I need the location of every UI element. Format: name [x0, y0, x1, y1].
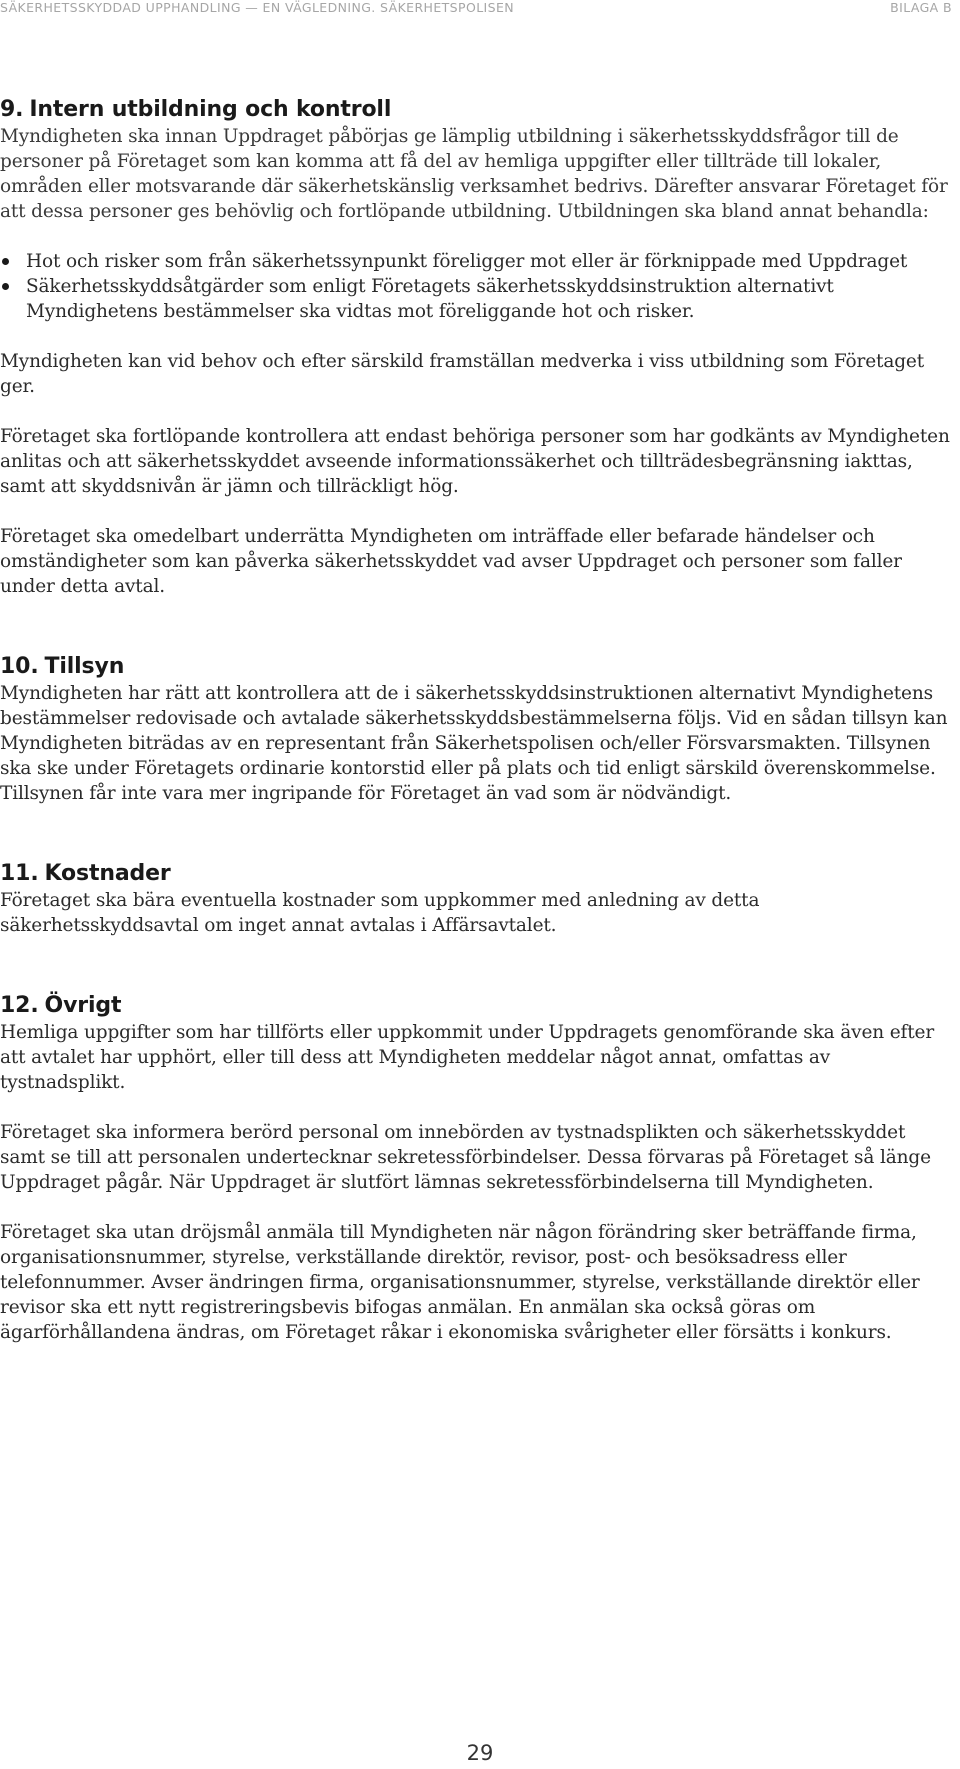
- page-number: 29: [466, 1741, 494, 1765]
- paragraph: Myndigheten kan vid behov och efter särskild framställan medverka i viss utbildning som Företaget ger.: [0, 351, 924, 397]
- paragraph: Företaget ska fortlöpande kontrollera att endast behöriga personer som har godkänts av Myndigheten anlitas och att säkerhetsskyddet avseende informationssäkerhet och tillträdesbegränsning iakttas, samt att skyddsnivån är jämn och tillräckligt hög.: [0, 426, 950, 497]
- section-number: 9.: [0, 97, 24, 122]
- paragraph: Hemliga uppgifter som har tillförts eller uppkommit under Uppdragets genomförande ska även efter att avtalet har upphört, eller till dess att Myndigheten meddelar något annat, omfattas av tystnadsplikt.: [0, 1022, 935, 1093]
- section-number: 11.: [0, 861, 39, 886]
- section-10: [0, 653, 955, 806]
- paragraph: Myndigheten ska innan Uppdraget påbörjas ge lämplig utbildning i säkerhetsskyddsfrågor till de personer på Företaget som kan komma att få del av hemliga uppgifter eller tillträde till lokaler, områden eller motsvarande där säkerhetskänslig verksamhet bedrivs. Därefter ansvarar Företaget för att dessa personer ges behövlig och fortlöpande utbildning. Utbildningen ska bland annat behandla:: [0, 126, 948, 222]
- bullet-list: [0, 249, 955, 324]
- paragraph: Företaget ska informera berörd personal om innebörden av tystnadsplikten och säkerhetsskyddet samt se till att personalen undertecknar sekretessförbindelser. Dessa förvaras på Företaget så länge Uppdraget pågår. När Uppdraget är slutfört lämnas sekretessförbindelserna till Myndigheten.: [0, 1122, 931, 1193]
- section-heading: [0, 992, 955, 1020]
- section-heading: [0, 96, 955, 124]
- list-item-text: Säkerhetsskyddsåtgärder som enligt Företagets säkerhetsskyddsinstruktion alternativt Myndighetens bestämmelser ska vidtas mot föreliggande hot och risker.: [26, 276, 834, 322]
- list-item: [0, 249, 955, 274]
- section-number: 12.: [0, 993, 39, 1018]
- section-title: Intern utbildning och kontroll: [29, 97, 392, 122]
- section-9: [0, 96, 955, 599]
- list-item-text: Hot och risker som från säkerhetssynpunkt föreligger mot eller är förknippade med Uppdraget: [26, 251, 908, 272]
- section-heading: [0, 653, 955, 681]
- section-11: [0, 860, 955, 938]
- header-title: SÄKERHETSSKYDDAD UPPHANDLING — EN VÄGLEDNING. SÄKERHETSPOLISEN: [0, 0, 515, 15]
- running-header: [0, 0, 960, 20]
- section-number: 10.: [0, 654, 39, 679]
- document-body: [0, 96, 955, 1399]
- paragraph: Företaget ska omedelbart underrätta Myndigheten om inträffade eller befarade händelser och omständigheter som kan påverka säkerhetsskyddet vad avser Uppdraget och personer som faller under detta avtal.: [0, 526, 902, 597]
- section-title: Kostnader: [44, 861, 171, 886]
- bullet-icon: [2, 283, 9, 290]
- section-title: Övrigt: [44, 993, 122, 1018]
- paragraph: Företaget ska bära eventuella kostnader som uppkommer med anledning av detta säkerhetsskyddsavtal om inget annat avtalas i Affärsavtalet.: [0, 890, 760, 936]
- paragraph: Företaget ska utan dröjsmål anmäla till Myndigheten när någon förändring sker beträffande firma, organisationsnummer, styrelse, verkställande direktör, revisor, post- och besöksadress eller telefonnummer. Avser ändringen firma, organisationsnummer, styrelse, verkställande direktör eller revisor ska ett nytt registreringsbevis bifogas anmälan. En anmälan ska också göras om ägarförhållandena ändras, om Företaget råkar i ekonomiska svårigheter eller försätts i konkurs.: [0, 1222, 920, 1343]
- paragraph: Myndigheten har rätt att kontrollera att de i säkerhetsskyddsinstruktionen alternativt Myndighetens bestämmelser redovisade och avtalade säkerhetsskyddsbestämmelserna följs. Vid en sådan tillsyn kan Myndigheten biträdas av en representant från Säkerhetspolisen och/eller Försvarsmakten. Tillsynen ska ske under Företagets ordinarie kontorstid eller på plats och tid enligt särskild överenskommelse. Tillsynen får inte vara mer ingripande för Företaget än vad som är nödvändigt.: [0, 683, 948, 804]
- bullet-icon: [2, 258, 9, 265]
- section-12: [0, 992, 955, 1345]
- section-title: Tillsyn: [44, 654, 125, 679]
- header-appendix-label: BILAGA B: [890, 0, 952, 15]
- section-heading: [0, 860, 955, 888]
- list-item: [0, 274, 955, 324]
